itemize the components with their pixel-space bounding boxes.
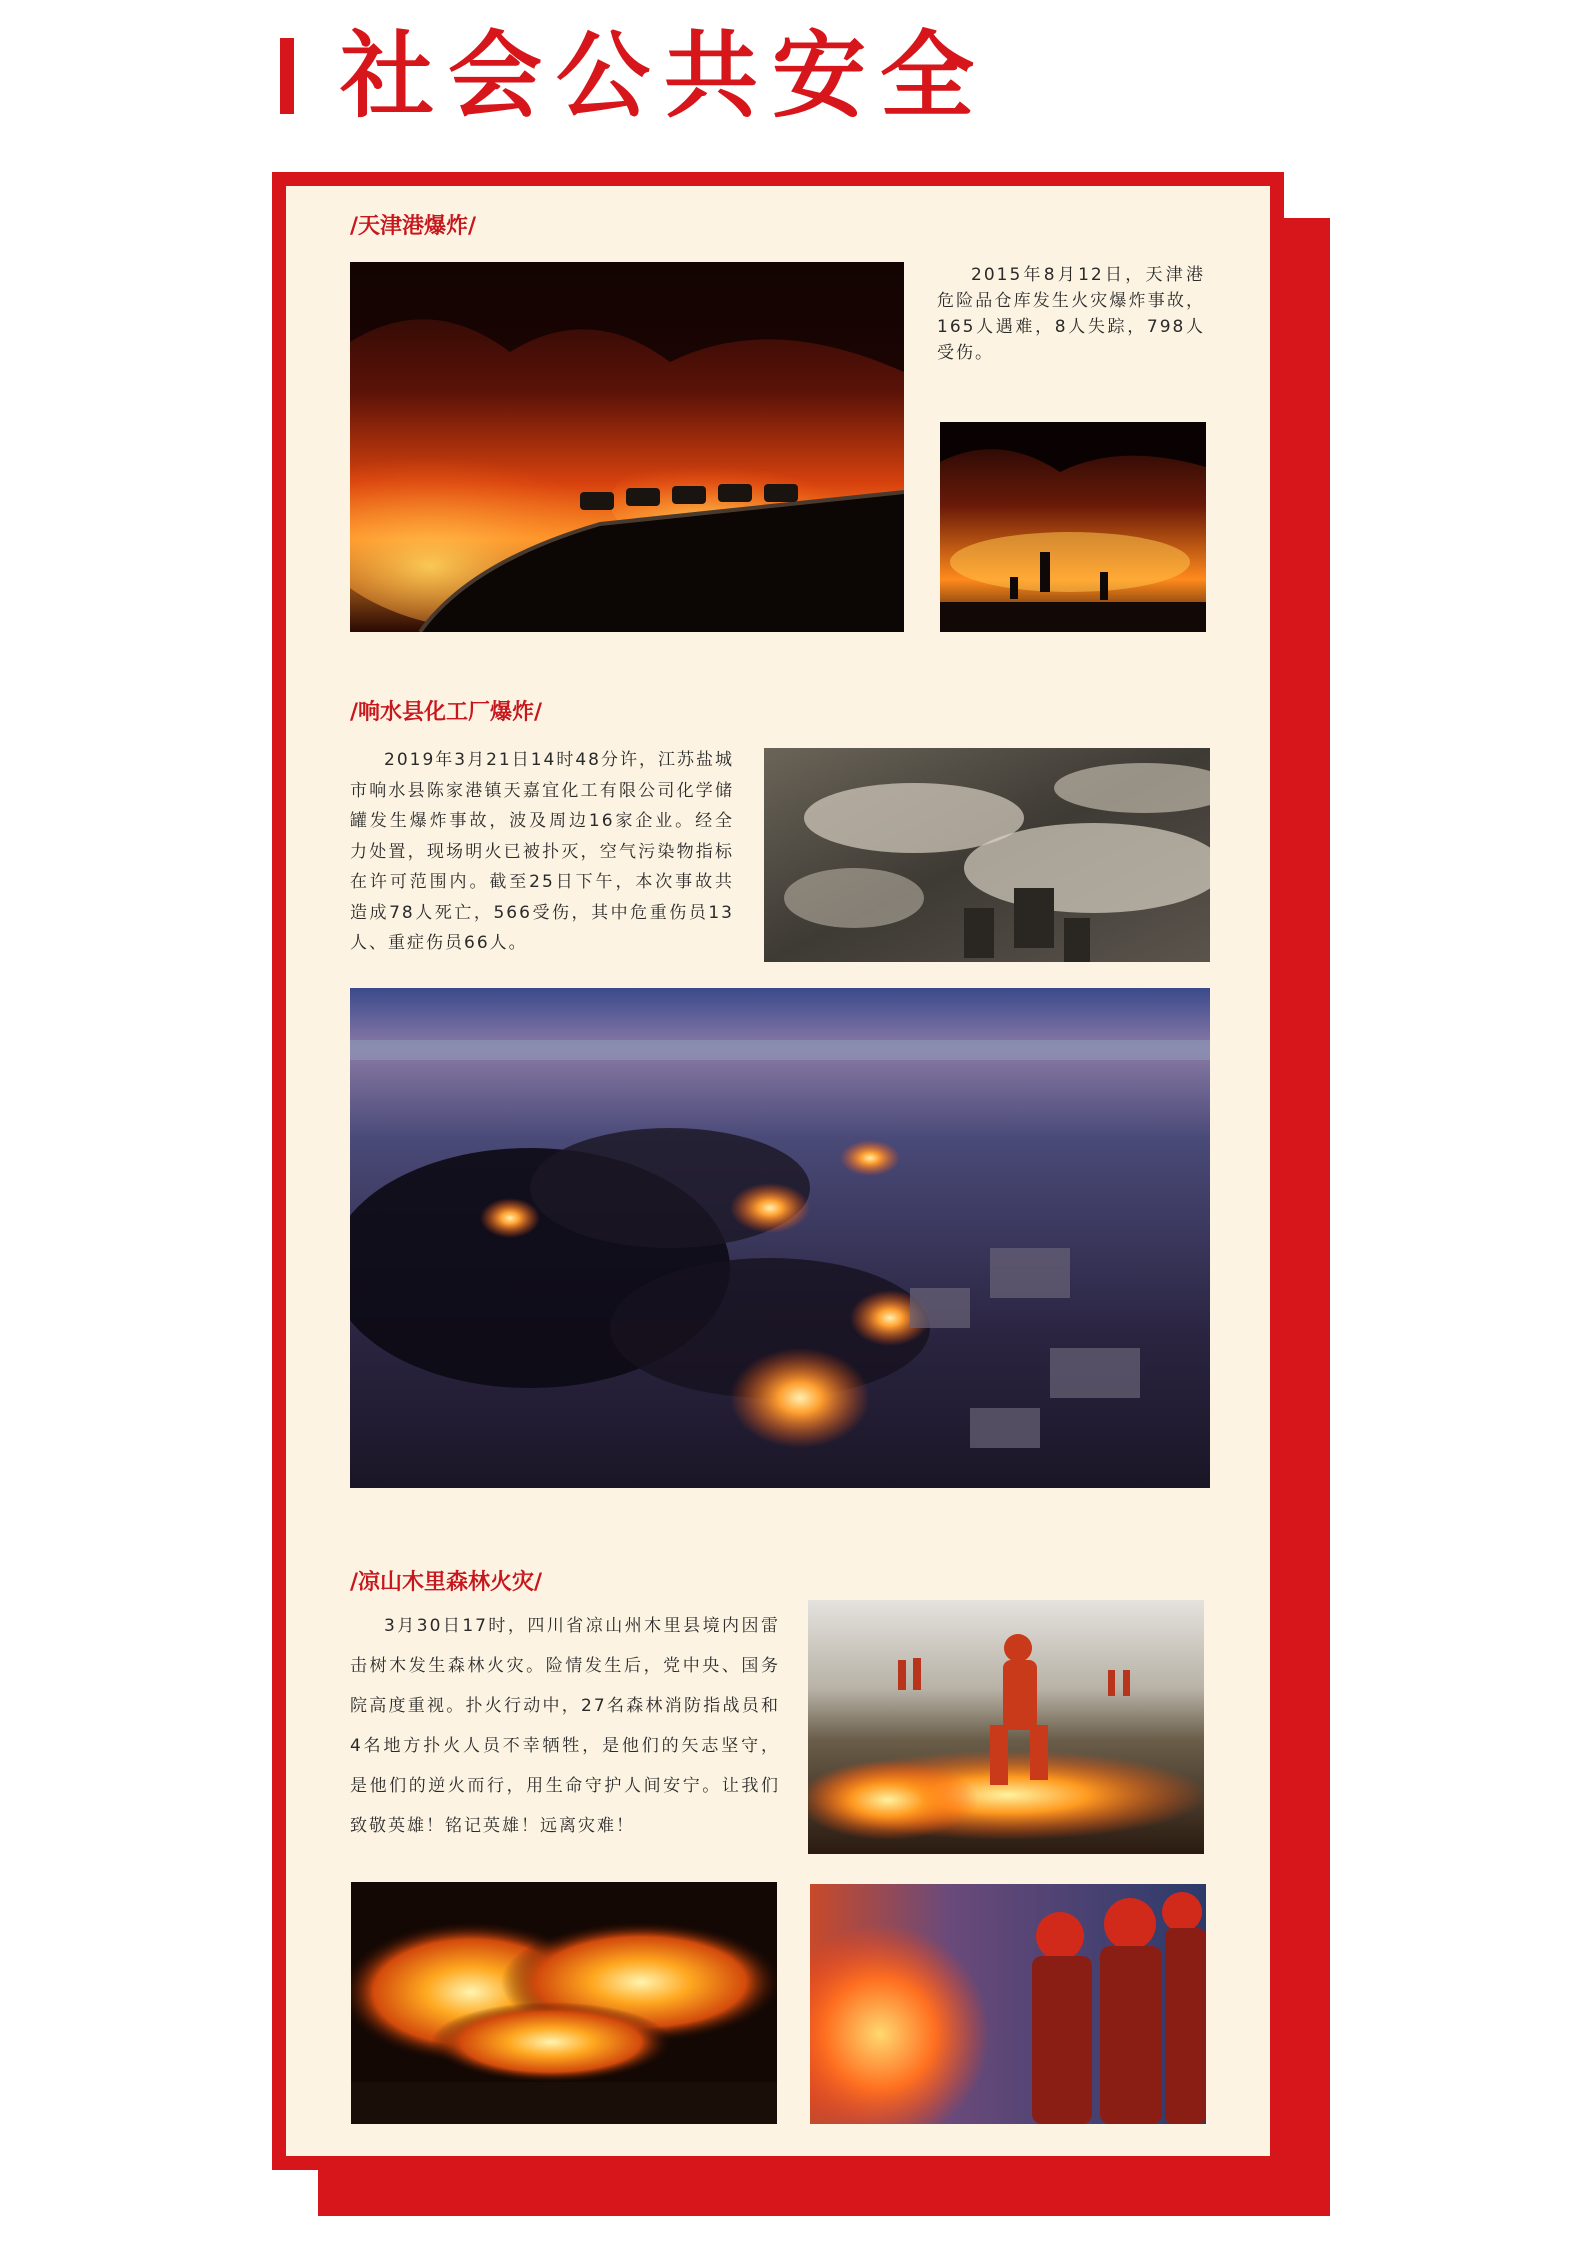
title-accent-bar xyxy=(280,38,294,114)
page-title: 社会公共安全 xyxy=(340,22,989,131)
tianjin-port-fire-photo xyxy=(350,262,904,632)
section-heading-muli: /凉山木里森林火灾/ xyxy=(350,1570,543,1595)
muli-firefighter-running-photo xyxy=(808,1600,1204,1854)
tianjin-firefighters-photo xyxy=(940,422,1206,632)
muli-grass-fire-photo xyxy=(351,1882,777,2124)
xiangshui-smoke-aerial-photo xyxy=(764,748,1210,962)
muli-firefighters-closeup-photo xyxy=(810,1884,1206,2124)
section-heading-xiangshui: /响水县化工厂爆炸/ xyxy=(350,700,543,725)
xiangshui-night-aerial-photo xyxy=(350,988,1210,1488)
muli-description: 3月30日17时，四川省凉山州木里县境内因雷击树木发生森林火灾。险情发生后，党中央、国务院高度重视。扑火行动中，27名森林消防指战员和4名地方扑火人员不幸牺牲，是他们的矢志坚守，是他们的逆火而行，用生命守护人间安宁。让我们致敬英雄！铭记英雄！远离灾难！ xyxy=(350,1616,780,1836)
tianjin-description: 2015年8月12日，天津港危险品仓库发生火灾爆炸事故，165人遇难，8人失踪，798人受伤。 xyxy=(937,265,1205,363)
section-heading-tianjin: /天津港爆炸/ xyxy=(350,214,477,239)
xiangshui-description: 2019年3月21日14时48分许，江苏盐城市响水县陈家港镇天嘉宜化工有限公司化学储罐发生爆炸事故，波及周边16家企业。经全力处置，现场明火已被扑灭，空气污染物指标在许可范围内。截至25日下午，本次事故共造成78人死亡，566受伤，其中危重伤员13人、重症伤员66人。 xyxy=(350,750,734,953)
